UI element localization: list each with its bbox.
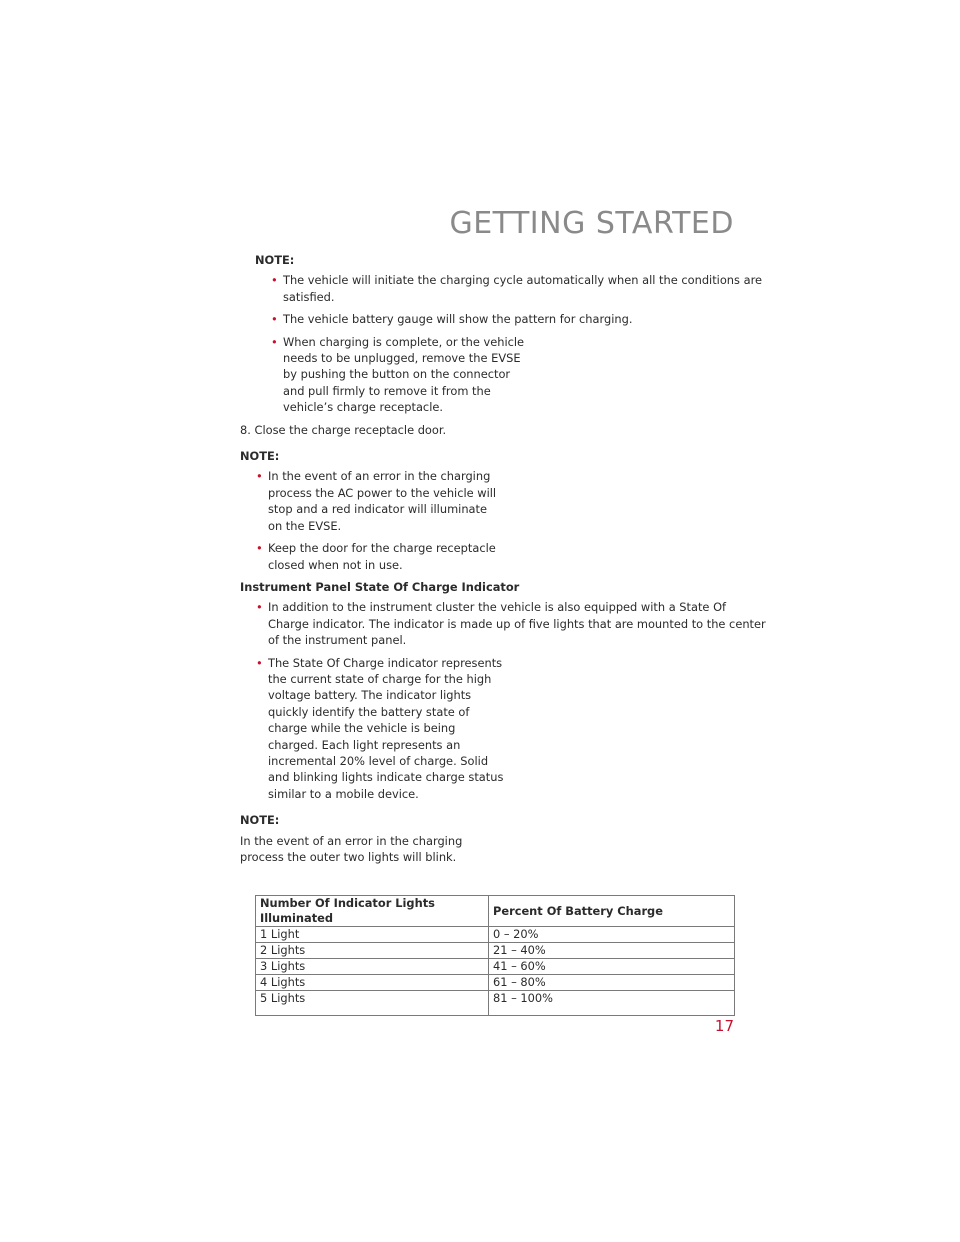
column-header: Number Of Indicator Lights Illuminated [256, 896, 489, 927]
soc-list [240, 599, 766, 802]
table-cell: 0 – 20% [489, 927, 735, 943]
table-row [256, 943, 735, 959]
table-cell: 1 Light [256, 927, 489, 943]
table-row [256, 991, 735, 1016]
column-header: Percent Of Battery Charge [489, 896, 735, 927]
list-item: • In the event of an error in the charging process the AC power to the vehicle will stop and a red indicator will illuminate on the EVSE. [256, 469, 497, 533]
table-header-row [256, 896, 735, 927]
table-row [256, 927, 735, 943]
table-cell: 81 – 100% [489, 991, 735, 1016]
note-list [240, 468, 740, 572]
page-content [240, 252, 766, 869]
table-cell: 4 Lights [256, 975, 489, 991]
table-cell: 21 – 40% [489, 943, 735, 959]
bullet-icon: • [271, 334, 278, 349]
list-item: • In addition to the instrument cluster the vehicle is also equipped with a State Of Charge indicator. The indicator is made up of five lights that are mounted to the center of the instrument panel. [256, 600, 766, 648]
bullet-icon: • [256, 469, 263, 484]
charge-table [255, 895, 735, 1016]
bullet-icon: • [271, 273, 278, 288]
bullet-icon: • [271, 312, 278, 327]
list-item: • The State Of Charge indicator represents the current state of charge for the high voltage battery. The indicator lights quickly identify the battery state of charge while the vehicle is being charged. Each light represents an incremental 20% level of charge. Solid and blinking lights indicate charge status similar to a mobile device. [256, 655, 504, 801]
list-item: • Keep the door for the charge receptacle closed when not in use. [256, 541, 496, 572]
table-cell: 41 – 60% [489, 959, 735, 975]
list-item: • The vehicle battery gauge will show the pattern for charging. [271, 312, 633, 327]
note-list [240, 272, 763, 415]
list-item: • When charging is complete, or the vehicle needs to be unplugged, remove the EVSE by pushing the button on the connector and pull firmly to remove it from the vehicle’s charge receptacle. [271, 334, 525, 415]
table-cell: 3 Lights [256, 959, 489, 975]
bullet-icon: • [256, 655, 263, 670]
note-text: In the event of an error in the charging process the outer two lights will blink. [240, 833, 463, 864]
table-cell: 2 Lights [256, 943, 489, 959]
table-row [256, 975, 735, 991]
soc-heading: Instrument Panel State Of Charge Indicator [240, 579, 520, 594]
bullet-icon: • [256, 600, 263, 615]
bullet-icon: • [256, 541, 263, 556]
note-label: NOTE: [255, 253, 295, 267]
note-label: NOTE: [240, 449, 280, 464]
section-title: GETTING STARTED [449, 206, 734, 241]
note-label: NOTE: [240, 813, 280, 828]
list-item: • The vehicle will initiate the charging cycle automatically when all the conditions are satisfied. [271, 273, 763, 304]
table-cell: 5 Lights [256, 991, 489, 1016]
table-cell: 61 – 80% [489, 975, 735, 991]
page-number: 17 [714, 1017, 734, 1035]
table-row [256, 959, 735, 975]
step-8: 8. Close the charge receptacle door. [240, 422, 447, 437]
